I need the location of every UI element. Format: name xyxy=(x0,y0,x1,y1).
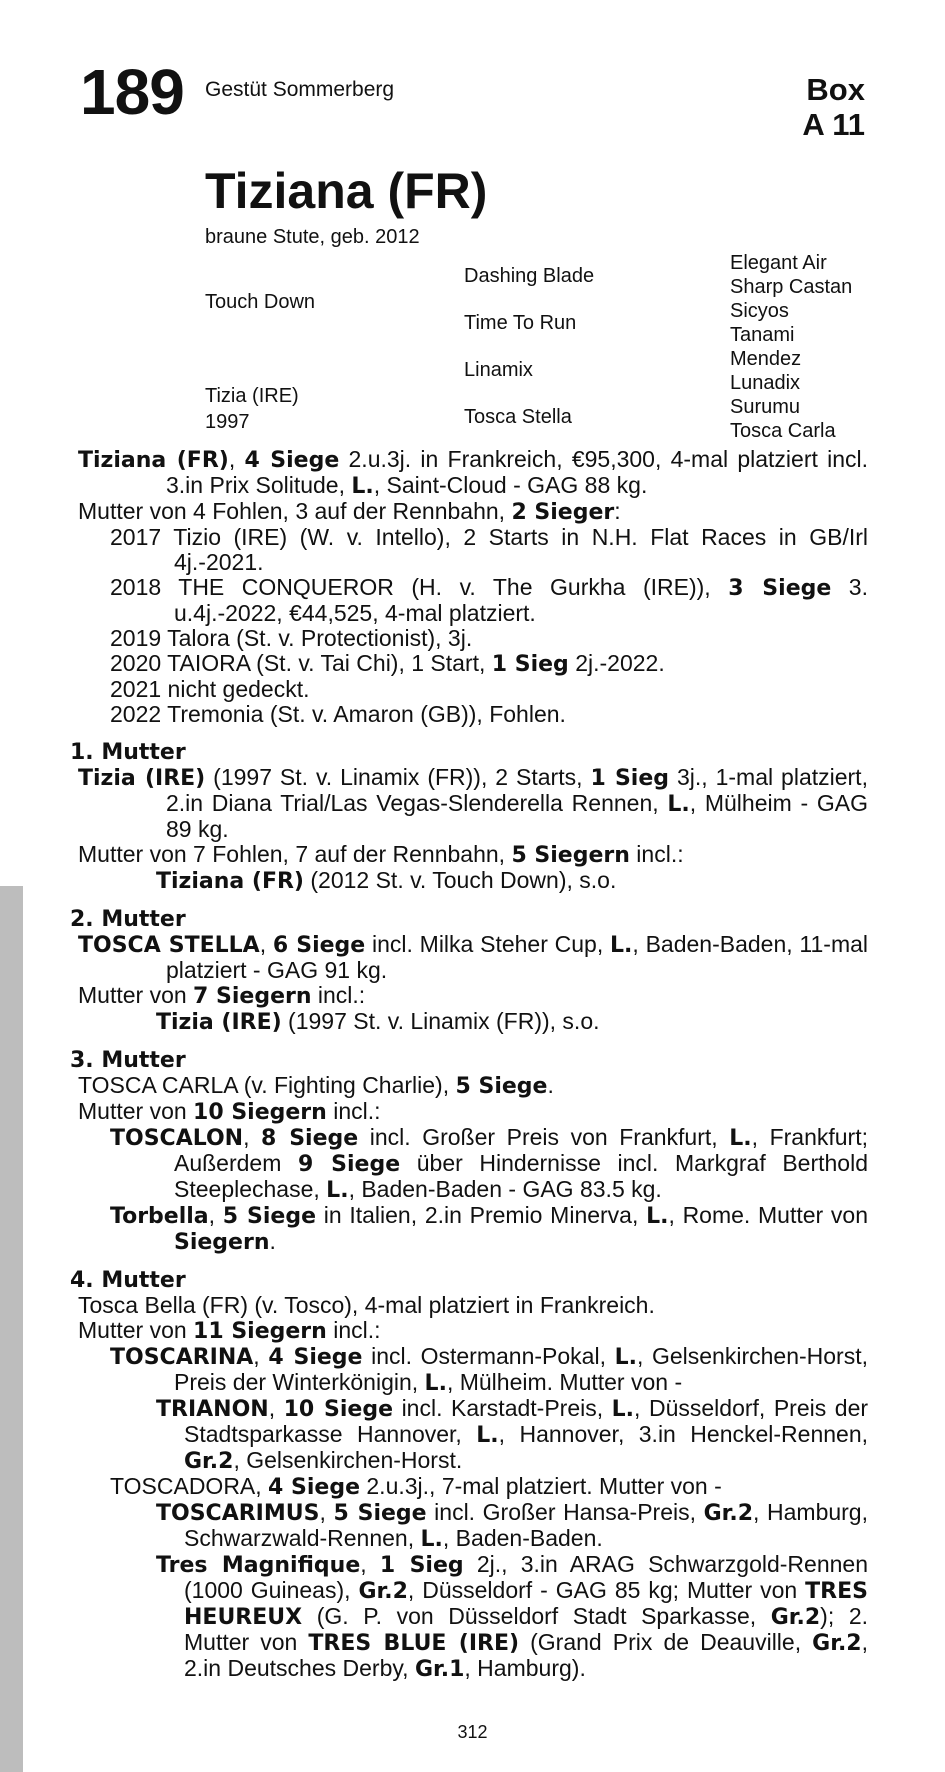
record-text: , 2.in Deutsches Derby, xyxy=(184,1629,868,1681)
box-word: Box xyxy=(806,72,865,107)
pedigree-dam-year: 1997 xyxy=(205,411,250,433)
record-text: TOSCA CARLA (v. Fighting Charlie), xyxy=(78,1072,456,1098)
record-text: , xyxy=(208,1202,223,1228)
record-text: . xyxy=(547,1072,554,1098)
record-text: (Grand Prix de Deauville, xyxy=(519,1629,813,1655)
child-name: Tizia (IRE) xyxy=(156,1010,282,1035)
grandchild-name: Tres Magnifique xyxy=(156,1553,361,1578)
record-text: , xyxy=(319,1499,334,1525)
record-text: : xyxy=(614,498,621,524)
record-text: , Rome. Mutter von xyxy=(668,1202,868,1228)
record-text: (1997 St. v. Linamix (FR)), s.o. xyxy=(281,1008,600,1034)
record-text: , Düsseldorf - GAG 85 kg; Mutter von xyxy=(407,1577,806,1603)
offspring-2020 xyxy=(78,651,868,677)
record-text: , Gelsenkirchen-Horst. xyxy=(233,1447,463,1473)
mutter1-foals xyxy=(78,842,868,868)
listed-marker: L. xyxy=(667,792,690,817)
record-text: , xyxy=(259,931,273,957)
record-text: ); 2. Mutter von xyxy=(184,1603,868,1655)
record-siege: 5 Siege xyxy=(222,1204,317,1229)
grandchild-name: TOSCARIMUS xyxy=(156,1501,320,1526)
listed-marker: L. xyxy=(610,933,633,958)
pedigree-dam: Tizia (IRE) xyxy=(205,385,299,407)
listed-marker: L. xyxy=(326,1178,349,1203)
record-siegern: 5 Siegern xyxy=(511,843,630,868)
record-horse-name: Tiziana (FR) xyxy=(78,448,229,473)
record-siege: 4 Siege xyxy=(244,448,340,473)
mutter4-grandchild-2 xyxy=(78,1500,868,1552)
record-text: TOSCADORA, xyxy=(110,1473,269,1499)
mutter-name: TOSCA STELLA xyxy=(78,933,260,958)
record-text: (1997 St. v. Linamix (FR)), 2 Starts, xyxy=(205,764,591,790)
group-marker: Gr.2 xyxy=(184,1449,234,1474)
child-name: Torbella xyxy=(110,1204,209,1229)
mutter-name: Tizia (IRE) xyxy=(78,766,206,791)
breeder-name: Gestüt Sommerberg xyxy=(205,78,395,101)
record-text: Mutter von 4 Fohlen, 3 auf der Rennbahn, xyxy=(78,498,512,524)
listed-marker: L. xyxy=(611,1397,635,1422)
group-marker: Gr.2 xyxy=(358,1579,408,1604)
record-text: incl. Karstadt-Preis, xyxy=(393,1395,612,1421)
pedigree-g3 xyxy=(730,251,852,443)
record-text: . xyxy=(269,1228,276,1254)
record-siegern: 10 Siegern xyxy=(193,1100,327,1125)
record-text: incl. Milka Steher Cup, xyxy=(365,931,611,957)
child-name: Tiziana (FR) xyxy=(156,869,304,894)
record-text: (G. P. von Düsseldorf Stadt Sparkasse, xyxy=(302,1603,771,1629)
record-siege: 9 Siege xyxy=(297,1152,401,1177)
record-text: incl. Ostermann-Pokal, xyxy=(362,1343,615,1369)
child-name: TOSCALON xyxy=(110,1126,244,1151)
record-text: , Baden-Baden - GAG 83.5 kg. xyxy=(348,1176,662,1202)
mutter1-child xyxy=(78,868,868,894)
record-text: , xyxy=(243,1124,262,1150)
pedigree-g3-entry: Sharp Castan xyxy=(730,276,853,298)
record-text: , Baden-Baden, 11-mal platziert - GAG 91 kg. xyxy=(166,931,869,983)
horse-description: braune Stute, geb. 2012 xyxy=(205,226,420,248)
record-siege: 8 Siege xyxy=(261,1126,359,1151)
record-text: 2j., 3.in ARAG Schwarzgold-Rennen (1000 Guineas), xyxy=(184,1551,868,1603)
box-number: A 11 xyxy=(802,107,865,143)
record-text: , Gelsenkirchen-Horst, Preis der Winterkönigin, xyxy=(174,1343,868,1395)
offspring-2019: 2019 Talora (St. v. Protectionist), 3j. xyxy=(110,625,473,651)
record-text: incl. Großer Hansa-Preis, xyxy=(426,1499,704,1525)
record-text: incl. Großer Preis von Frankfurt, xyxy=(358,1124,730,1150)
page-number: 312 xyxy=(457,1722,488,1742)
record-text: , Hamburg, Schwarzwald-Rennen, xyxy=(184,1499,868,1551)
record-text: 3j., 1-mal platziert, 2.in Diana Trial/Las Vegas-Slenderella Rennen, xyxy=(166,764,868,816)
record-text: Mutter von xyxy=(78,1098,194,1124)
group-marker: Gr.2 xyxy=(812,1631,862,1656)
group-marker: Gr.2 xyxy=(703,1501,754,1526)
pedigree-g3-entry: Surumu xyxy=(730,396,801,418)
grandchild-name: TRIANON xyxy=(156,1397,269,1422)
mutter2-record xyxy=(78,932,868,983)
pedigree-g3-entry: Tosca Carla xyxy=(730,420,836,442)
mutter4-child-2 xyxy=(78,1474,868,1500)
record-siegern: Siegern xyxy=(174,1230,270,1255)
record-text: , xyxy=(360,1551,380,1577)
mutter3-child-2 xyxy=(78,1203,868,1255)
record-siege: 3 Siege xyxy=(728,576,832,601)
record-text: incl.: xyxy=(629,841,684,867)
pedigree-g3-entry: Lunadix xyxy=(730,372,801,394)
box-label xyxy=(802,72,865,143)
pedigree-sire: Touch Down xyxy=(205,291,316,313)
mutter3-record xyxy=(78,1073,868,1099)
pedigree-g3-entry: Sicyos xyxy=(730,300,789,322)
record-sieg: 1 Sieg xyxy=(379,1553,464,1578)
record-text: , xyxy=(268,1395,284,1421)
group-marker: Gr.1 xyxy=(414,1657,465,1682)
listed-marker: L. xyxy=(351,474,374,499)
record-text: , Mülheim - GAG 89 kg. xyxy=(166,790,868,842)
horse-name: Tiziana (FR) xyxy=(205,163,488,219)
record-text: , Hamburg). xyxy=(464,1655,586,1681)
record-text: , Saint-Cloud - GAG 88 kg. xyxy=(373,472,648,498)
record-siege: 5 Siege xyxy=(333,1501,427,1526)
record-text: 2020 TAIORA (St. v. Tai Chi), 1 Start, xyxy=(110,650,492,676)
pedigree-sire-sire: Dashing Blade xyxy=(464,265,595,287)
record-text: incl.: xyxy=(311,982,366,1008)
record-text: Mutter von 7 Fohlen, 7 auf der Rennbahn, xyxy=(78,841,512,867)
mutter3-foals xyxy=(78,1099,868,1125)
mutter1-record xyxy=(78,765,868,842)
record-text: Mutter von xyxy=(78,1317,194,1343)
mutter3-child-1 xyxy=(78,1125,868,1203)
mutter2-foals xyxy=(78,983,868,1009)
record-siege: 4 Siege xyxy=(268,1475,360,1500)
pedigree-g3-entry: Tanami xyxy=(730,324,795,346)
record-sieg: 1 Sieg xyxy=(590,766,670,791)
record-text: , Düsseldorf, Preis der Stadtsparkasse Hannover, xyxy=(184,1395,869,1447)
record-siege: 4 Siege xyxy=(268,1345,363,1370)
offspring-2017: 2017 Tizio (IRE) (W. v. Intello), 2 Starts in N.H. Flat Races in GB/Irl 4j.-2021. xyxy=(110,524,868,575)
child-name: TOSCARINA xyxy=(110,1345,254,1370)
mutter4-grandchild-3 xyxy=(78,1552,868,1682)
pedigree-sire-dam: Time To Run xyxy=(464,312,577,334)
listed-marker: L. xyxy=(420,1527,443,1552)
offspring-2018 xyxy=(78,575,868,626)
record-text: 2018 THE CONQUEROR (H. v. The Gurkha (IRE)), xyxy=(110,574,729,600)
record-text: incl.: xyxy=(326,1317,381,1343)
record-foals xyxy=(78,499,868,525)
page-edge-tab xyxy=(0,886,23,1772)
record-text: , Frankfurt; Außerdem xyxy=(174,1124,868,1176)
section-heading-mutter-4: 4. Mutter xyxy=(70,1268,186,1293)
section-heading-mutter-2: 2. Mutter xyxy=(70,907,186,932)
mutter4-child-1 xyxy=(78,1344,868,1396)
section-heading-mutter-3: 3. Mutter xyxy=(70,1048,186,1073)
record-text: (2012 St. v. Touch Down), s.o. xyxy=(303,867,617,893)
record-text: Mutter von xyxy=(78,982,194,1008)
group-marker: Gr.2 xyxy=(770,1605,821,1630)
pedigree-dam-sire: Linamix xyxy=(464,359,533,381)
pedigree-g3-entry: Mendez xyxy=(730,348,802,370)
lot-number: 189 xyxy=(80,56,184,128)
mutter4-grandchild-1 xyxy=(78,1396,868,1474)
record-text: , Mülheim. Mutter von - xyxy=(446,1369,683,1395)
record-text: 2.u.3j. in Frankreich, €95,300, 4-mal platziert incl. 3.in Prix Solitude, xyxy=(166,446,869,498)
record-text: in Italien, 2.in Premio Minerva, xyxy=(316,1202,647,1228)
record-siege: 6 Siege xyxy=(272,933,366,958)
record-siege: 10 Siege xyxy=(283,1397,394,1422)
record-text: 3. u.4j.-2022, €44,525, 4-mal platziert. xyxy=(174,574,868,626)
race-record xyxy=(70,446,869,1682)
pedigree-dam-dam: Tosca Stella xyxy=(464,406,572,428)
record-sieger: 2 Sieger xyxy=(511,500,615,525)
pedigree-g3-entry: Elegant Air xyxy=(730,252,827,274)
offspring-2021: 2021 nicht gedeckt. xyxy=(110,676,310,702)
mutter2-child xyxy=(78,1009,868,1035)
record-main: Tiziana (FR), 4 Siege 2.u.3j. in Frankreich, €95,300, 4-mal platziert incl. 3.in Prix Solitude, L., Saint-Cloud - GAG 88 kg. xyxy=(78,446,869,499)
listed-marker: L. xyxy=(424,1371,447,1396)
listed-marker: L. xyxy=(729,1126,752,1151)
offspring-2022: 2022 Tremonia (St. v. Amaron (GB)), Fohlen. xyxy=(110,701,566,727)
record-text: , xyxy=(253,1343,269,1369)
record-siegern: 11 Siegern xyxy=(193,1319,327,1344)
record-text: , Baden-Baden. xyxy=(442,1525,603,1551)
listed-marker: L. xyxy=(614,1345,637,1370)
descendant-name: TRES HEUREUX xyxy=(184,1579,868,1630)
listed-marker: L. xyxy=(646,1204,669,1229)
record-siegern: 7 Siegern xyxy=(193,984,312,1009)
record-text: incl.: xyxy=(326,1098,381,1124)
listed-marker: L. xyxy=(476,1423,499,1448)
record-sieg: 1 Sieg xyxy=(491,652,569,677)
mutter4-foals xyxy=(78,1318,868,1344)
descendant-name: TRES BLUE (IRE) xyxy=(308,1631,520,1656)
record-text: , Hannover, 3.in Henckel-Rennen, xyxy=(498,1421,868,1447)
record-text: über Hindernisse incl. Markgraf Berthold Steeplechase, xyxy=(174,1150,868,1202)
record-text: 2j.-2022. xyxy=(568,650,665,676)
record-text: 2.u.3j., 7-mal platziert. Mutter von - xyxy=(360,1473,722,1499)
mutter4-record: Tosca Bella (FR) (v. Tosco), 4-mal platziert in Frankreich. xyxy=(78,1292,655,1318)
section-heading-mutter-1: 1. Mutter xyxy=(70,740,186,765)
record-siege: 5 Siege xyxy=(455,1074,548,1099)
